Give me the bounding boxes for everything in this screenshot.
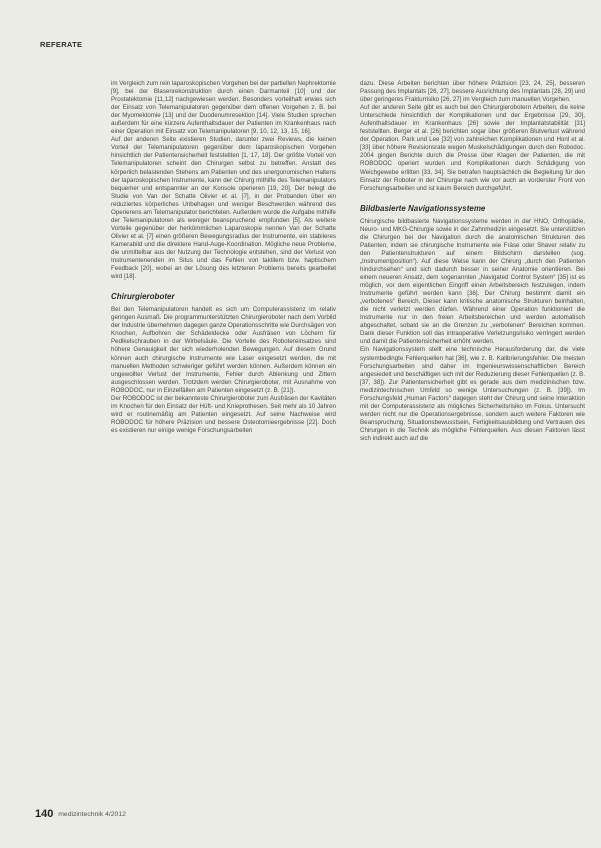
section-heading: Bildbasierte Navigationssysteme bbox=[360, 203, 486, 213]
left-column bbox=[111, 80, 336, 435]
body-paragraph: Ein Navigationssystem stellt eine technische Herausforderung dar, die viele systembedingte Fehlerquellen hat [36], wie z. B. Kalibrierungsfehler. Die meisten Forschungsarbeiten sind daher im Ingenieurswissenschaftlichen Bereich angesiedelt und beschäftigen sich mit der Reduzierung dieser Fehlerquellen (z. B. [37, 38]). Zur Patientensicherheit gibt es gerade aus dem medizinischen bzw. medizintechnischen Umfeld so wenige Untersuchungen (z. B. [39]). Im Forschungsfeld „Human Factors“ dagegen steht der Chirurg und seine Interaktion mit der Computerassistenz als mögliches Sicherheitsrisiko im Fokus. Untersucht werden nicht nur die Operationsergebnisse, sondern auch weitere Faktoren wie Beanspruchung, Situationsbewusstsein, Fertigkeitsausbildung und Vertrauen des Chirurgen in die Technik als mögliche Fehlerquellen. Aus diesen Faktoren lässt sich indirekt auch auf die bbox=[360, 346, 585, 442]
body-paragraph: Der ROBODOC ist der bekannteste Chirurgieroboter zum Ausfräsen der Kavitäten im Knochen für den Einsatz der Hüft- und Knieprothesen. Seit mehr als 10 Jahren wird er routinemäßig am Patienten eingesetzt. Auf seine Nachweise wird ROBODOC für höhere Präzision und bessere Osteotomieergebnisse [22]. Doch es existieren nur einige wenige Forschungsarbeiten bbox=[111, 394, 336, 434]
section-heading: Chirurgieroboter bbox=[111, 292, 175, 302]
body-paragraph: Chirurgische bildbasierte Navigationssysteme werden in der HNO, Orthopädie, Neuro- und MKG-Chirurgie sowie in der Zahnmedizin eingesetzt. Sie unterstützen die Chirurgen bei der Navigation durch die anatomischen Strukturen des Patienten, indem sie chirurgische Instrumente wie Fräse oder Shaver relativ zu den Patientenstrukturen auf einem Bildschirm darstellen (sog. „Instrumentposition“). Auf diese Weise kann der Chirurg „durch den Patienten hindurchsehen“ und sich dadurch besser in seiner Anatomie orientieren. Bei einem neueren Ansatz, dem sogenannten „Navigated Control System“ [35] ist es möglich, vor dem eigentlichen Eingriff einen Arbeitsbereich festzulegen, indem Instrumente geführt werden kann [36]. Der Chirurg bestimmt damit ein „verbotenes“ Bereich, Dieser kann kritische anatomische Strukturen beinhalten, die nicht verletzt werden dürfen. Während einer Operation funktioniert die Instrumente nur in den freien Arbeitsbereichen und werden automatisch abgeschaltet, sobald sie an die Grenzen zu „verbotenen“ Bereichen kommen. Dank dieser Funktion soll das intraoperative Verletzungsrisiko verringert werden und damit die Patientensicherheit erhöht werden. bbox=[360, 217, 585, 346]
body-paragraph: im Vergleich zum rein laparoskopischen Vorgehen bei der partiellen Nephrektomie [9], bei der Blasenrekonstruktion durch einen Darmanteil [10] und der Prostatektomie [11,12] nachgewiesen werden. Besonders vorteilhaft erwies sich der Einsatz von Telemanipulatoren gegenüber dem offenen Vorgehen z. B. bei der Myomektomie [13] und der Duodenumresektion [14]. Viele Studien sprechen außerdem für eine kürzere Aufenthaltsdauer der Patienten im Krankenhaus nach einer Operation mit Einsatz von Telemanipulatoren [9, 10, 12, 13, 15, 16]. bbox=[111, 80, 336, 136]
body-paragraph: Auf der anderen Seite existieren Studien, darunter zwei Reviews, die keinen Vorteil der Telemanipulatoren gegenüber dem laparoskopischen Vorgehen hinsichtlich der Patientensicherheit feststellten [1, 17, 18]. Der größte Vorteil von Telemanipulatoren scheint den Chirurgen selbst zu betreffen. Anstatt des körperlich belastenden Stehens am Patienten und des unergonomischen Haltens der laparoskopischen Instrumente, kann der Chirurg mithilfe des Telemanipulators bequemer und entspannter an der Konsole operieren [19, 20]. Der belegt die Studie von Van der Schatte Olivier et al. [7], in der Probanden über ein reduziertes körperliches Unbehagen und weniger Beschwerden während des Operierens am Telemanipulator berichteten. Außerdem wurde die Aufgabe mithilfe der Telemanipulatoren als weniger beanspruchend empfunden [5]. Als weitere Vorteile gegenüber der herkömmlichen Laparoskopie nennen Van der Schatte Olivier et al. [7] einen größeren Bewegungsradius der Instrumente, ein stabileres Kamerabild und die direktere Hand-Auge-Koordination. Mögliche neue Probleme, die unmittelbar aus der Nutzung der Technologie entstehen, sind der Verlust von Instrumentenenden im Situs und das Fehlen von taktilem bzw. haptischem Feedback [20], wobei an der Lösung des letzteren Problems bereits gearbeitet wird [18]. bbox=[111, 136, 336, 281]
section-label: REFERATE bbox=[40, 40, 83, 49]
body-paragraph: Bei den Telemanipulatoren handelt es sich um Computerassistenz im relativ geringen Ausmaß. Die programmunterstützten Chirurgieroboter nach dem Vorbild der Industrie übernehmen dagegen ganze Operationsschritte wie Durchsägen von Knochen, Aufbohren der Schädeldecke oder Ausfräsen von Löchern für Pedikelschrauben in der Wirbelsäule. Die Vorteile des Robotereinsatzes sind höhere Genauigkeit der sich wiederholenden Bewegungen. Auf diesem Grund können auch chirurgische Instrumente wie Laser eingesetzt werden, die mit manuellen Methoden schwieriger geführt werden können. Außerdem können ein ungewollter Verlust der Instrumente, Fehler durch Ablenkung und Zittern ausgeschlossen werden. Trotzdem werden Chirurgieroboter, mit Ausnahme von ROBODOC, nur in Einzelfällen am Patienten eingesetzt (z. B. [21]). bbox=[111, 306, 336, 394]
right-column bbox=[360, 80, 585, 443]
publication-name: medizintechnik 4/2012 bbox=[58, 811, 126, 818]
page-number: 140 bbox=[35, 808, 54, 820]
page-footer bbox=[35, 808, 126, 820]
body-paragraph: Auf der anderen Seite gibt es auch bei den Chirurgierobotern Arbeiten, die keine Unterschiede hinsichtlich der Komplikationen und der Ergebnisse [29, 30], Aufenthaltsdauer im Krankenhaus [26] sowie der Implantatstabilität [31] feststellten. Berger et al. [26] berichten sogar über größeren Blutverlust während der Operation. Park und Lee [32] von zahlreichen Komplikationen und Honl et al. [33] über höhere Revisionsrate wegen Muskelschädigungen durch den Robodoc. 2004 gingen Berichte durch die Presse über Klagen der Patienten, die mit ROBODOC operiert wurden und Komplikationen durch Schädigung von Weichgewebe erlitten [33, 34]. Sie betrafen hauptsächlich die Begleitung für den Einsatz der Roboter in der Chirurgie nach wie vor auch an vorderster Front von Forschungsarbeiten und ist kaum Bereich durchgeführt. bbox=[360, 104, 585, 192]
body-paragraph: dazu. Diese Arbeiten berichten über höhere Präzision [23, 24, 25], besseren Passung des Implantats [26, 27], bessere Ausrichtung des Implantats [28, 29] und über geringeres Frakturrisiko [26, 27] im Vergleich zum manuellen Vorgehen. bbox=[360, 80, 585, 104]
